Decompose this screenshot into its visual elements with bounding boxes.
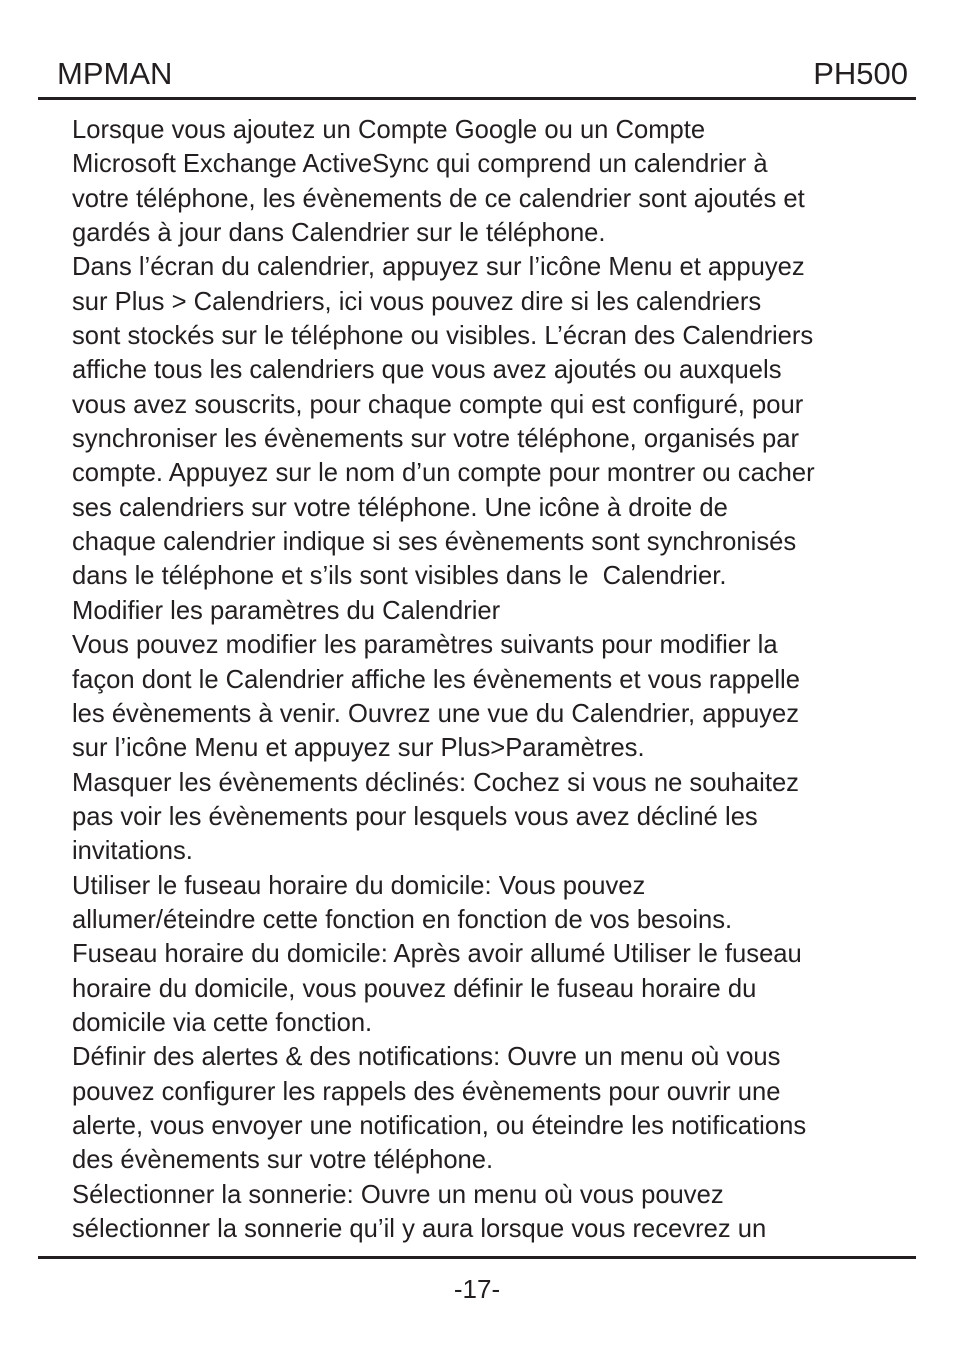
- text-line: Définir des alertes & des notifications: Ouvre un menu où vous: [72, 1043, 781, 1072]
- text-line: alerte, vous envoyer une notification, ou éteindre les notifications: [72, 1111, 807, 1140]
- text-line: Lorsque vous ajoutez un Compte Google ou un Compte: [72, 116, 706, 144]
- text-line: horaire du domicile, vous pouvez définir le fuseau horaire du: [72, 974, 757, 1003]
- text-line: Microsoft Exchange ActiveSync qui comprend un calendrier à: [72, 150, 768, 179]
- text-line: gardés à jour dans Calendrier sur le téléphone.: [72, 219, 606, 248]
- text-line: pouvez configurer les rappels des évènements pour ouvrir une: [72, 1077, 781, 1106]
- text-line: votre téléphone, les évènements de ce calendrier sont ajoutés et: [72, 184, 805, 213]
- text-line: affiche tous les calendriers que vous avez ajoutés ou auxquels: [72, 356, 782, 385]
- text-line: Vous pouvez modifier les paramètres suivants pour modifier la: [72, 631, 778, 660]
- text-line: allumer/éteindre cette fonction en fonction de vos besoins.: [72, 905, 733, 934]
- header-divider: [38, 97, 916, 100]
- text-line: Utiliser le fuseau horaire du domicile: Vous pouvez: [72, 871, 646, 900]
- text-line: domicile via cette fonction.: [72, 1008, 373, 1037]
- text-line: sur l’icône Menu et appuyez sur Plus>Paramètres.: [72, 734, 645, 763]
- footer-divider: [38, 1256, 916, 1259]
- text-line: les évènements à venir. Ouvrez une vue du Calendrier, appuyez: [72, 699, 800, 728]
- text-line: chaque calendrier indique si ses évènements sont synchronisés: [72, 528, 797, 557]
- text-line: sélectionner la sonnerie qu’il y aura lorsque vous recevrez un: [72, 1215, 767, 1243]
- page-number: -17-: [453, 1274, 501, 1304]
- text-line: ses calendriers sur votre téléphone. Une icône à droite de: [72, 493, 728, 522]
- text-line: compte. Appuyez sur le nom d’un compte pour montrer ou cacher: [72, 459, 815, 488]
- text-line: des évènements sur votre téléphone.: [72, 1146, 494, 1175]
- text-line: pas voir les évènements pour lesquels vous avez décliné les: [72, 802, 758, 831]
- text-line: façon dont le Calendrier affiche les évènements et vous rappelle: [72, 665, 800, 694]
- brand-name: MPMAN: [57, 56, 173, 91]
- text-line: Masquer les évènements déclinés: Cochez si vous ne souhaitez: [72, 768, 799, 797]
- section-heading: Modifier les paramètres du Calendrier: [72, 596, 501, 625]
- text-line: Sélectionner la sonnerie: Ouvre un menu où vous pouvez: [72, 1180, 724, 1209]
- text-line: invitations.: [72, 837, 193, 866]
- text-line: synchroniser les évènements sur votre téléphone, organisés par: [72, 425, 799, 454]
- model-name: PH500: [813, 56, 908, 91]
- body-text: [72, 113, 902, 1246]
- text-line: dans le téléphone et s’ils sont visibles dans le Calendrier.: [72, 562, 727, 591]
- text-line: Fuseau horaire du domicile: Après avoir allumé Utiliser le fuseau: [72, 940, 802, 969]
- text-line: sur Plus > Calendriers, ici vous pouvez dire si les calendriers: [72, 287, 762, 316]
- text-line: sont stockés sur le téléphone ou visibles. L’écran des Calendriers: [72, 322, 814, 351]
- text-line: vous avez souscrits, pour chaque compte qui est configuré, pour: [72, 390, 804, 419]
- text-line: Dans l’écran du calendrier, appuyez sur l’icône Menu et appuyez: [72, 253, 805, 282]
